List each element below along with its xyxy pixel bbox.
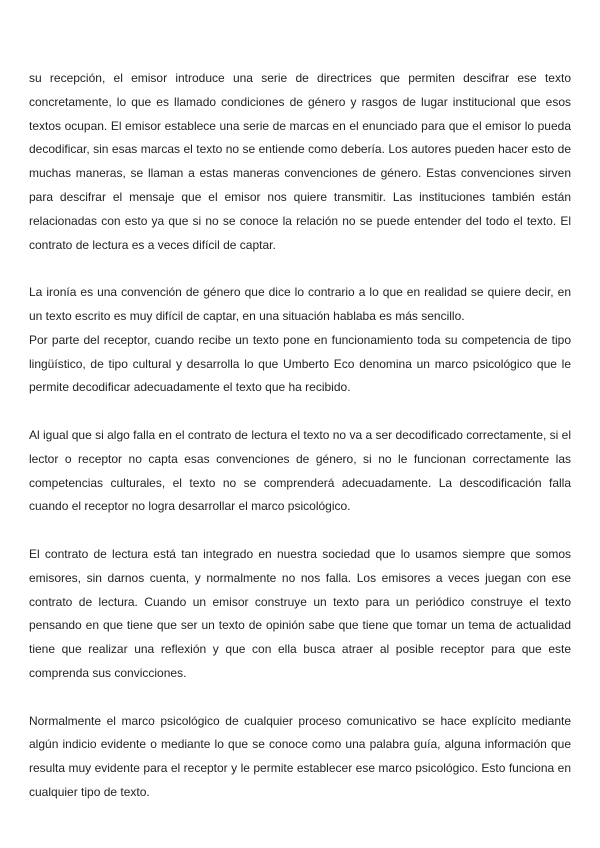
- paragraph-spacer: [29, 400, 571, 424]
- paragraph-spacer: [29, 257, 571, 281]
- paragraph-spacer: [29, 686, 571, 710]
- paragraph-psychological-frame: Normalmente el marco psicológico de cualquier proceso comunicativo se hace explícito mediante algún indicio evidente o mediante lo que se conoce como una palabra guía, alguna información que resulta muy evidente para el receptor y le permite establecer ese marco psicológico. Esto funciona en cualquier tipo de texto.: [29, 713, 571, 799]
- paragraph-receptor: Por parte del receptor, cuando recibe un texto pone en funcionamiento toda su competencia de tipo lingüístico, de tipo cultural y desarrolla lo que Umberto Eco denomina un marco psicológico que le permite decodificar adecuadamente el texto que ha recibido.: [29, 332, 571, 395]
- paragraph-irony: La ironía es una convención de género que dice lo contrario a lo que en realidad se quiere decir, en un texto escrito es muy difícil de captar, en una situación hablaba es más sencillo.: [29, 285, 571, 323]
- paragraph-spacer: [29, 519, 571, 543]
- paragraph-reception-directives: su recepción, el emisor introduce una serie de directrices que permiten descifrar ese texto concretamente, lo que es llamado condiciones de género y rasgos de lugar institucional que esos textos ocupan. El emisor establece una serie de marcas en el enunciado para que el emisor lo pueda decodificar, sin esas marcas el texto no se entiende como debería. Los autores pueden hacer esto de muchas maneras, se llaman a estas maneras convenciones de género. Estas convenciones sirven para descifrar el mensaje que el emisor nos quiere transmitir. Las instituciones también están relacionadas con esto ya que si no se conoce la relación no se puede entender del todo el texto. El contrato de lectura es a veces difícil de captar.: [29, 71, 571, 252]
- paragraph-decoding-failure: Al igual que si algo falla en el contrato de lectura el texto no va a ser decodificado correctamente, si el lector o receptor no capta esas convenciones de género, si no le funcionan correctamente las competencias culturales, el texto no se comprenderá adecuadamente. La descodificación falla cuando el receptor no logra desarrollar el marco psicológico.: [29, 427, 571, 514]
- document-body: [29, 67, 571, 805]
- paragraph-reading-contract: El contrato de lectura está tan integrado en nuestra sociedad que lo usamos siempre que somos emisores, sin darnos cuenta, y normalmente no nos falla. Los emisores a veces juegan con ese contrato de lectura. Cuando un emisor construye un texto para un periódico construye el texto pensando en que tiene que ser un texto de opinión sabe que tiene que tomar un tema de actualidad tiene que realizar una reflexión y que con ella busca atraer al posible receptor para que este comprenda sus convicciones.: [29, 546, 571, 680]
